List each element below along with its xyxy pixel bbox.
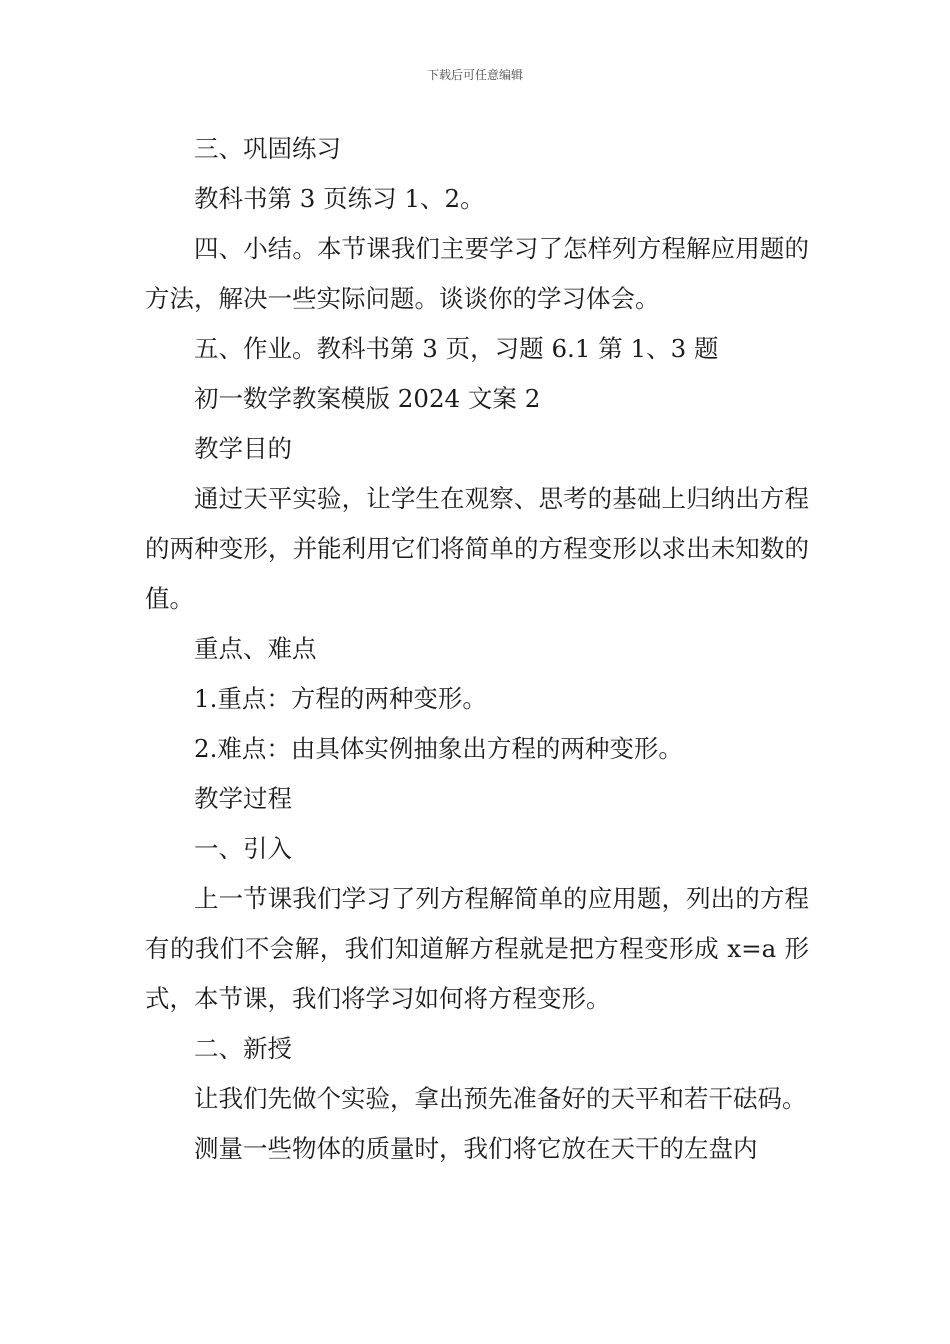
section-heading: 教学目的 [194,434,292,463]
paragraph: 上一节课我们学习了列方程解简单的应用题，列出的方程有的我们不会解，我们知道解方程就是把方程变形成 x=a 形式，本节课，我们将学习如何将方程变形。 [145,884,809,1013]
page-header: 下载后可任意编辑 [426,68,523,82]
document-body [145,124,809,1174]
section-heading: 三、巩固练习 [194,134,341,163]
section-heading: 教学过程 [194,784,292,813]
section-heading: 二、新授 [194,1034,292,1063]
paragraph: 通过天平实验，让学生在观察、思考的基础上归纳出方程的两种变形，并能利用它们将简单的方程变形以求出未知数的值。 [145,484,809,613]
list-item: 1.重点：方程的两种变形。 [194,684,487,713]
paragraph: 测量一些物体的质量时，我们将它放在天干的左盘内 [194,1134,758,1163]
paragraph: 五、作业。教科书第 3 页，习题 6.1 第 1、3 题 [194,334,719,363]
section-heading: 重点、难点 [194,634,317,663]
list-item: 2.难点：由具体实例抽象出方程的两种变形。 [194,734,683,763]
paragraph: 教科书第 3 页练习 1、2。 [194,184,485,213]
paragraph: 让我们先做个实验，拿出预先准备好的天平和若干砝码。 [194,1084,807,1113]
section-heading: 一、引入 [194,834,292,863]
paragraph: 四、小结。本节课我们主要学习了怎样列方程解应用题的方法，解决一些实际问题。谈谈你的学习体会。 [145,234,809,313]
lesson-title: 初一数学教案模版 2024 文案 2 [194,384,541,413]
